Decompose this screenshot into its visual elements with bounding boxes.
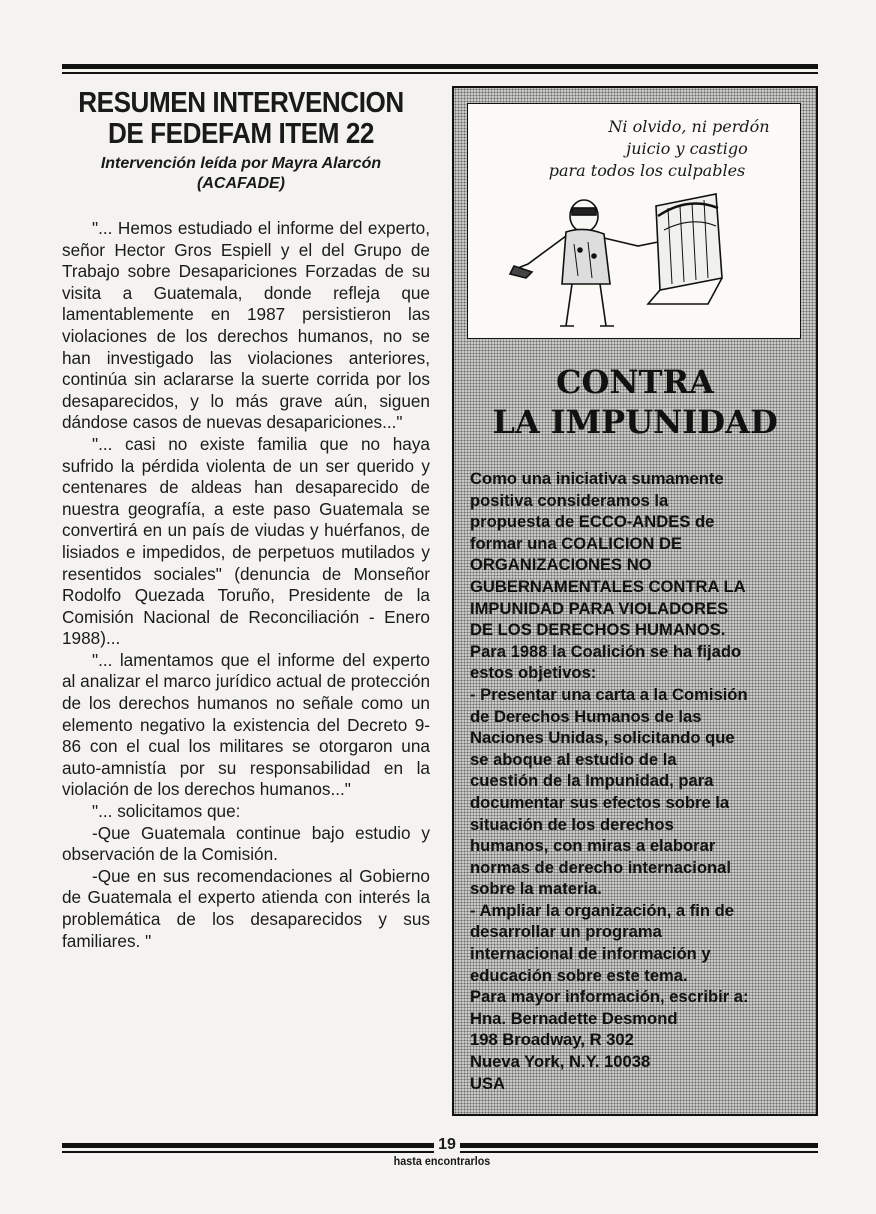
footer-rule-left-thin — [62, 1151, 434, 1153]
sidebar-line: documentar sus efectos sobre la — [470, 792, 730, 812]
article-paragraph: "... lamentamos que el informe del experto al analizar el marco jurídico actual de protección de los derechos humanos no señale como un elemento negativo la existencia del Decreto 9-86 con el cual los militares se otorgaron una auto-amnistía por su responsabilidad en la violación de los derechos humanos..." — [62, 649, 430, 800]
article-byline — [60, 154, 422, 194]
sidebar-line: sobre la materia. — [470, 879, 602, 899]
sidebar-line: Nueva York, N.Y. 10038 — [470, 1052, 651, 1072]
footer-rule-right — [460, 1143, 818, 1148]
article-paragraph: "... casi no existe familia que no haya sufrido la pérdida violenta de un ser querido y centenares de aldeas han desaparecido de nuestra geografía, a este paso Guatemala se convertirá en un país de viudas y huérfanos, de lisiados e impedidos, de perpetuos mutilados y resentidos sociales" (denuncia de Monseñor Rodolfo Quezada Toruño, Presidente de la Comisión Nacional de Reconciliación - Enero 1988)... — [62, 433, 430, 649]
publication-name: hasta encontrarlos — [393, 1154, 491, 1168]
sidebar-line: DE LOS DERECHOS HUMANOS. — [470, 620, 726, 640]
sidebar-line: humanos, con miras a elaborar — [470, 836, 716, 856]
sidebar-heading-line2: LA IMPUNIDAD — [492, 403, 778, 441]
top-rule — [62, 64, 818, 69]
sidebar-line: Para 1988 la Coalición se ha fijado — [470, 641, 742, 661]
sidebar-line: formar una COALICION DE — [470, 533, 683, 553]
article-body — [62, 218, 430, 952]
sidebar-text — [470, 468, 815, 1094]
article-title-line2: DE FEDEFAM ITEM 22 — [107, 118, 374, 150]
sidebar-line: GUBERNAMENTALES CONTRA LA — [470, 576, 746, 596]
sidebar-line: IMPUNIDAD PARA VIOLADORES — [470, 598, 729, 618]
sidebar-line: situación de los derechos — [470, 814, 674, 834]
sidebar-heading — [452, 362, 818, 442]
byline-line1: Intervención leída por Mayra Alarcón — [100, 155, 382, 172]
sidebar-line: Naciones Unidas, solicitando que — [470, 728, 735, 748]
sidebar-line: cuestión de la Impunidad, para — [470, 771, 714, 791]
sidebar-line: Hna. Bernadette Desmond — [470, 1008, 678, 1028]
top-rule-thin — [62, 72, 818, 74]
sidebar-line: propuesta de ECCO-ANDES de — [470, 512, 715, 532]
sidebar-line: positiva consideramos la — [470, 490, 669, 510]
sidebar-line: educación sobre este tema. — [470, 965, 688, 985]
cartoon-caption — [468, 116, 800, 182]
article-paragraph: -Que en sus recomendaciones al Gobierno de Guatemala el experto atienda con interés la problemática de los desaparecidos y sus familiares. " — [62, 865, 430, 951]
cartoon-panel — [467, 103, 801, 339]
page-number: 19 — [438, 1136, 456, 1153]
sidebar-line: estos objetivos: — [470, 663, 597, 683]
sidebar-line: Para mayor información, escribir a: — [470, 987, 749, 1007]
article-paragraph: -Que Guatemala continue bajo estudio y observación de la Comisión. — [62, 822, 430, 865]
sidebar-line: desarrollar un programa — [470, 922, 662, 942]
sidebar-line: internacional de información y — [470, 944, 711, 964]
sidebar-line: 198 Broadway, R 302 — [470, 1030, 634, 1050]
sidebar-line: Como una iniciativa sumamente — [470, 469, 724, 488]
sidebar-line: - Ampliar la organización, a fin de — [470, 900, 735, 920]
article-title — [78, 88, 404, 150]
sidebar-line: USA — [470, 1073, 506, 1093]
footer-rule-right-thin — [460, 1151, 818, 1153]
sidebar-line: se aboque al estudio de la — [470, 749, 677, 769]
sidebar-heading-line1: CONTRA — [556, 363, 714, 401]
cartoon-caption-line2: juicio y castigo — [626, 139, 748, 158]
cartoon-caption-line1: Ni olvido, ni perdón — [608, 117, 770, 136]
sidebar-line: - Presentar una carta a la Comisión — [470, 684, 748, 704]
byline-line2: (ACAFADE) — [197, 175, 285, 192]
article-title-line1: RESUMEN INTERVENCION — [78, 87, 404, 119]
cartoon-caption-line3: para todos los culpables — [548, 161, 746, 180]
cartoon-illustration — [508, 186, 758, 334]
sidebar-line: de Derechos Humanos de las — [470, 706, 702, 726]
article-paragraph: "... Hemos estudiado el informe del experto, señor Hector Gros Espiell y el del Grupo de Trabajo sobre Desapariciones Forzadas de su visita a Guatemala, donde refleja que lamentablemente en 1987 persistieron las violaciones de los derechos humanos, no se han investigado las violaciones anteriores, continúa sin aclararse la suerte corrida por los desaparecidos, y lo más grave aún, siguen dándose casos de nuevas desapariciones..." — [62, 218, 430, 433]
footer-rule-left — [62, 1143, 434, 1148]
sidebar-line: ORGANIZACIONES NO — [470, 555, 652, 575]
sidebar-line: normas de derecho internacional — [470, 857, 731, 877]
article-paragraph: "... solicitamos que: — [92, 801, 241, 822]
